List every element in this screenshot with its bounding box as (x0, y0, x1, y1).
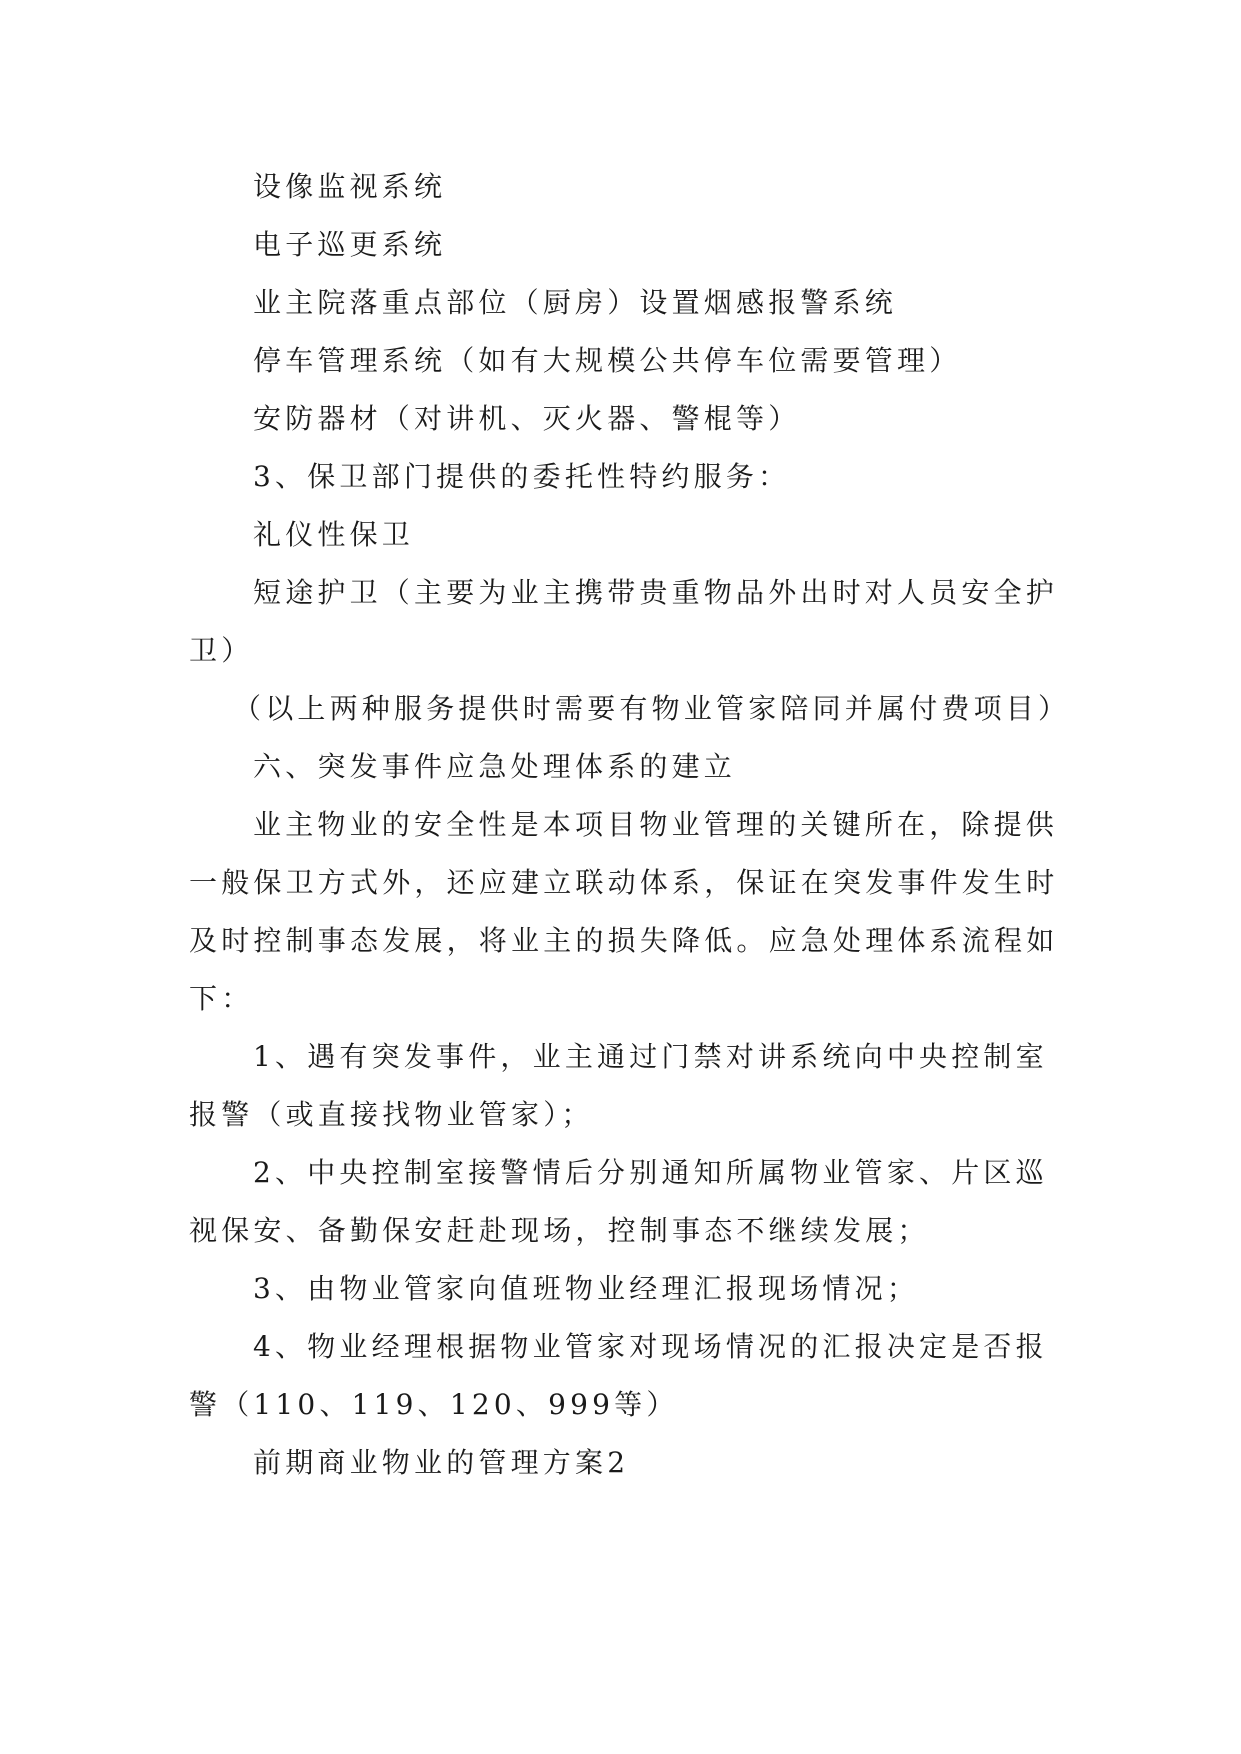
paragraph-smoke-alarm: 业主院落重点部位（厨房）设置烟感报警系统 (253, 286, 898, 319)
paragraph-step-2: 2、中央控制室接警情后分别通知所属物业管家、片区巡视保安、备勤保安赶赴现场，控制事态不继续发展； (189, 1156, 1048, 1247)
paragraph-parking-system: 停车管理系统（如有大规模公共停车位需要管理） (253, 344, 962, 377)
paragraph-camera-system: 设像监视系统 (253, 170, 447, 203)
paragraph-patrol-system: 电子巡更系统 (253, 228, 447, 261)
paragraph-special-services-heading: 3、保卫部门提供的委托性特约服务： (253, 460, 791, 493)
section-heading-emergency: 六、突发事件应急处理体系的建立 (253, 750, 737, 783)
paragraph-step-3: 3、由物业管家向值班物业经理汇报现场情况； (253, 1272, 920, 1305)
paragraph-ceremonial-guard: 礼仪性保卫 (253, 518, 415, 551)
document-body (189, 158, 1069, 1492)
paragraph-short-escort: 短途护卫（主要为业主携带贵重物品外出时对人员安全护卫） (189, 576, 1059, 667)
paragraph-security-equipment: 安防器材（对讲机、灭火器、警棍等） (253, 402, 801, 435)
paragraph-next-title: 前期商业物业的管理方案2 (253, 1446, 630, 1479)
paragraph-step-1: 1、遇有突发事件，业主通过门禁对讲系统向中央控制室报警（或直接找物业管家）； (189, 1040, 1048, 1131)
paragraph-step-4: 4、物业经理根据物业管家对现场情况的汇报决定是否报警（110、119、120、999等） (189, 1330, 1048, 1421)
paragraph-paid-note: （以上两种服务提供时需要有物业管家陪同并属付费项目） (233, 692, 1071, 725)
paragraph-emergency-intro: 业主物业的安全性是本项目物业管理的关键所在，除提供一般保卫方式外，还应建立联动体系，保证在突发事件发生时及时控制事态发展，将业主的损失降低。应急处理体系流程如下： (189, 808, 1059, 1015)
